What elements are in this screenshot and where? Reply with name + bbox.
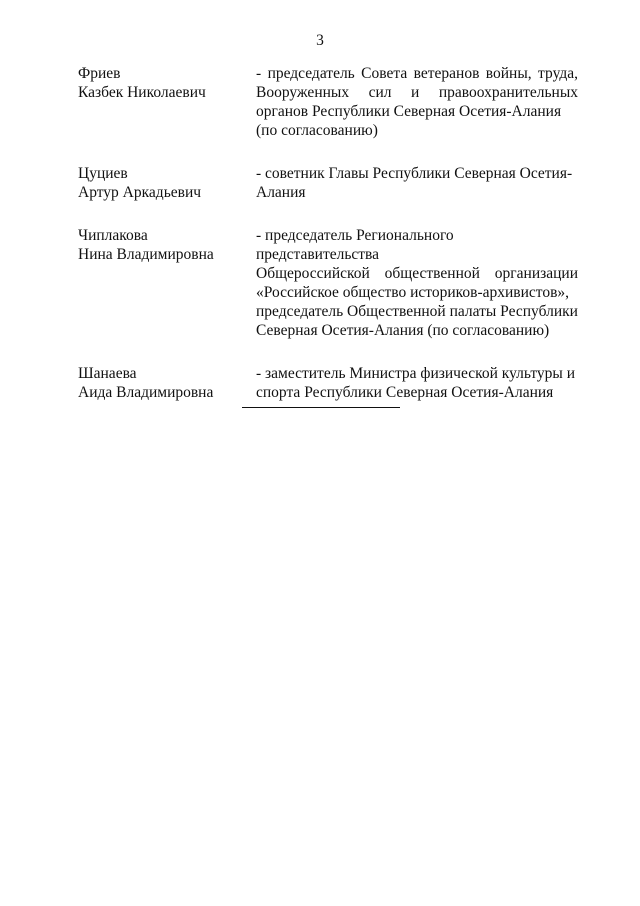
member-list — [78, 64, 578, 426]
member-surname: Цуциев — [78, 165, 128, 182]
position-line: Алания — [256, 184, 306, 201]
position-line: - председатель Регионального представительства — [256, 227, 454, 263]
member-entry — [78, 64, 578, 140]
position-line: органов Республики Северная Осетия-Алания — [256, 103, 562, 120]
position-line: Вооруженных сил и правоохранительных — [256, 84, 578, 101]
member-position — [256, 364, 578, 402]
end-rule — [242, 407, 400, 408]
member-name — [78, 364, 256, 402]
member-given-names: Казбек Николаевич — [78, 84, 206, 101]
member-given-names: Артур Аркадьевич — [78, 184, 202, 201]
member-position — [256, 64, 578, 140]
member-entry — [78, 364, 578, 402]
member-surname: Фриев — [78, 65, 121, 82]
member-given-names: Нина Владимировна — [78, 246, 214, 263]
position-line: (по согласованию) — [256, 122, 378, 139]
member-surname: Шанаева — [78, 365, 137, 382]
member-name — [78, 226, 256, 340]
member-name — [78, 164, 256, 202]
member-entry — [78, 164, 578, 202]
position-line: - заместитель Министра физической культуры и — [256, 365, 576, 382]
position-line: спорта Республики Северная Осетия-Алания — [256, 384, 554, 401]
position-line: - председатель Совета ветеранов войны, труда, — [256, 65, 578, 82]
page-number: 3 — [316, 32, 324, 49]
member-surname: Чиплакова — [78, 227, 148, 244]
member-position — [256, 164, 578, 202]
position-line: «Российское общество историков-архивистов», — [256, 284, 570, 301]
position-line: - советник Главы Республики Северная Осетия- — [256, 165, 573, 182]
position-line: Северная Осетия-Алания (по согласованию) — [256, 322, 550, 339]
member-given-names: Аида Владимировна — [78, 384, 214, 401]
member-name — [78, 64, 256, 140]
member-entry — [78, 226, 578, 340]
position-line: председатель Общественной палаты Республики — [256, 303, 578, 320]
member-position — [256, 226, 578, 340]
position-line: Общероссийской общественной организации — [256, 265, 578, 282]
